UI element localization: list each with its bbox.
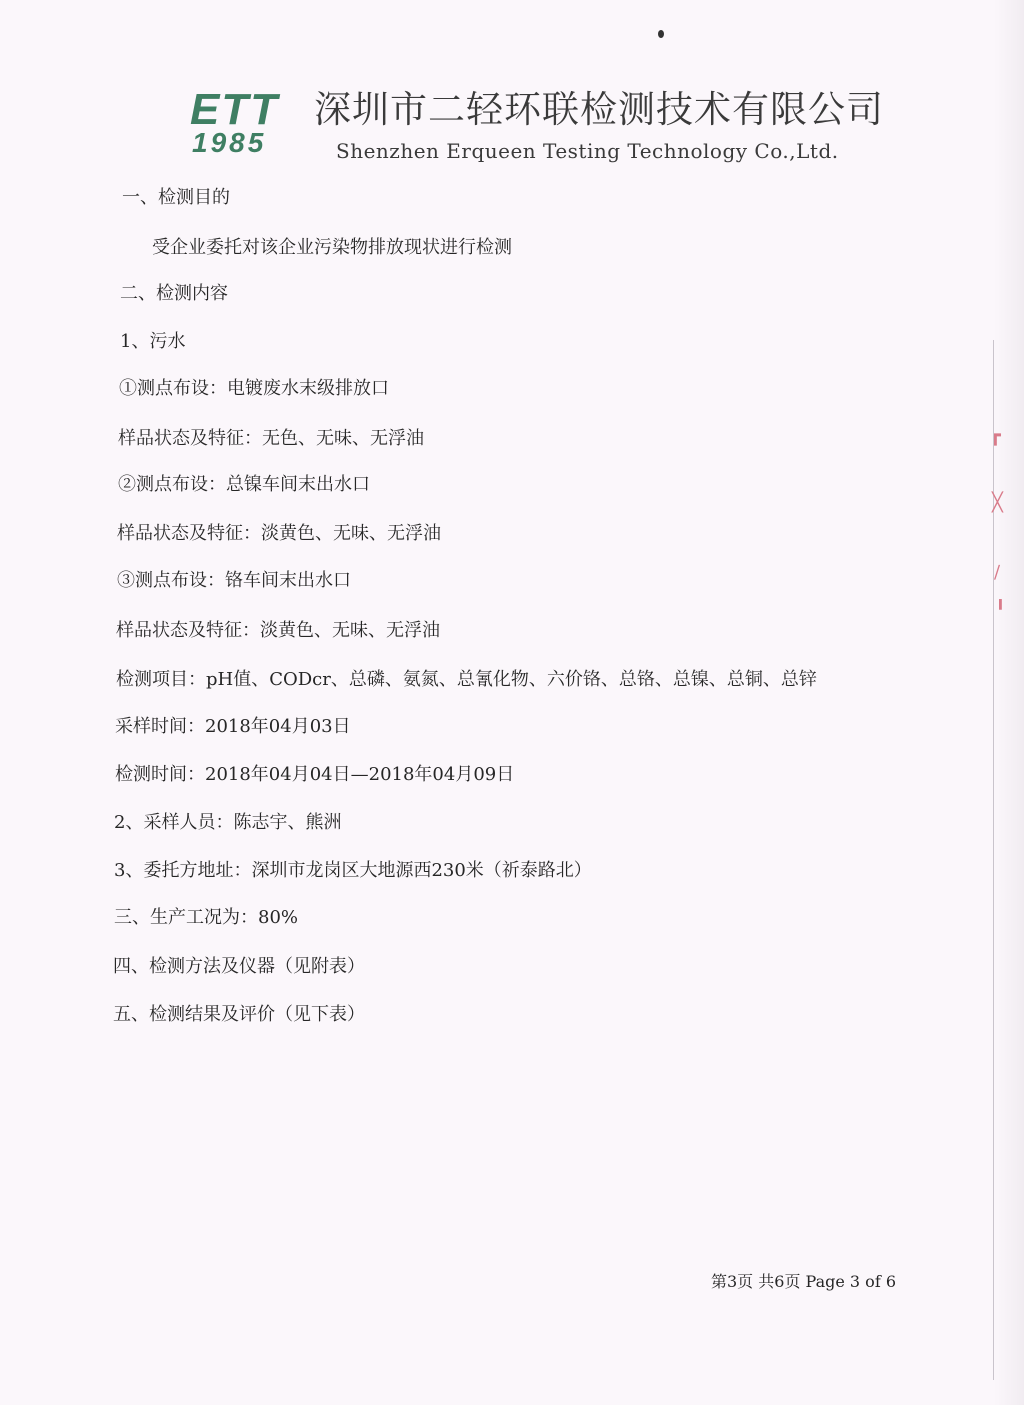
seal-fragment-mark: ┏: [990, 425, 1001, 446]
scan-speck: [658, 30, 664, 38]
testing-period: 检测时间：2018年04月04日—2018年04月09日: [115, 764, 515, 785]
letterhead: [188, 84, 888, 164]
client-address: 3、委托方地址：深圳市龙岗区大地源西230米（祈泰路北）: [114, 860, 592, 881]
production-condition: 三、生产工况为：80%: [114, 907, 299, 928]
sample-feature-2: 样品状态及特征：淡黄色、无味、无浮油: [117, 523, 441, 544]
seal-fragment-mark: ╳: [992, 492, 1003, 513]
section-results-evaluation: 五、检测结果及评价（见下表）: [113, 1004, 365, 1025]
seal-fragment-mark: ∕: [994, 562, 1001, 583]
company-logo: [188, 84, 308, 164]
section-content-heading: 二、检测内容: [120, 283, 228, 304]
seal-fragment-mark: ╹: [995, 600, 1006, 621]
company-name-english: Shenzhen Erqueen Testing Technology Co.,Ltd.: [336, 139, 839, 163]
logo-year-text: 1985: [192, 127, 267, 158]
purpose-text: 受企业委托对该企业污染物排放现状进行检测: [152, 237, 512, 258]
sampling-point-2: ②测点布设：总镍车间末出水口: [118, 474, 370, 495]
test-items: 检测项目：pH值、CODcr、总磷、氨氮、总氰化物、六价铬、总铬、总镍、总铜、总锌: [116, 669, 817, 690]
sampling-staff: 2、采样人员：陈志宇、熊洲: [114, 812, 342, 833]
section-methods-instruments: 四、检测方法及仪器（见附表）: [113, 956, 365, 977]
sampling-point-3: ③测点布设：铬车间末出水口: [117, 570, 351, 591]
page-number-footer: 第3页 共6页 Page 3 of 6: [711, 1272, 897, 1291]
page-edge-shadow: [994, 0, 1024, 1405]
sampling-date: 采样时间：2018年04月03日: [115, 716, 351, 737]
logo-ett-text: ETT: [190, 85, 280, 134]
sample-feature-3: 样品状态及特征：淡黄色、无味、无浮油: [116, 620, 440, 641]
sample-feature-1: 样品状态及特征：无色、无味、无浮油: [118, 428, 424, 449]
wastewater-heading: 1、污水: [120, 331, 186, 352]
section-purpose-heading: 一、检测目的: [122, 187, 230, 208]
company-name-chinese: 深圳市二轻环联检测技术有限公司: [314, 88, 884, 131]
sampling-point-1: ①测点布设：电镀废水末级排放口: [119, 378, 389, 399]
